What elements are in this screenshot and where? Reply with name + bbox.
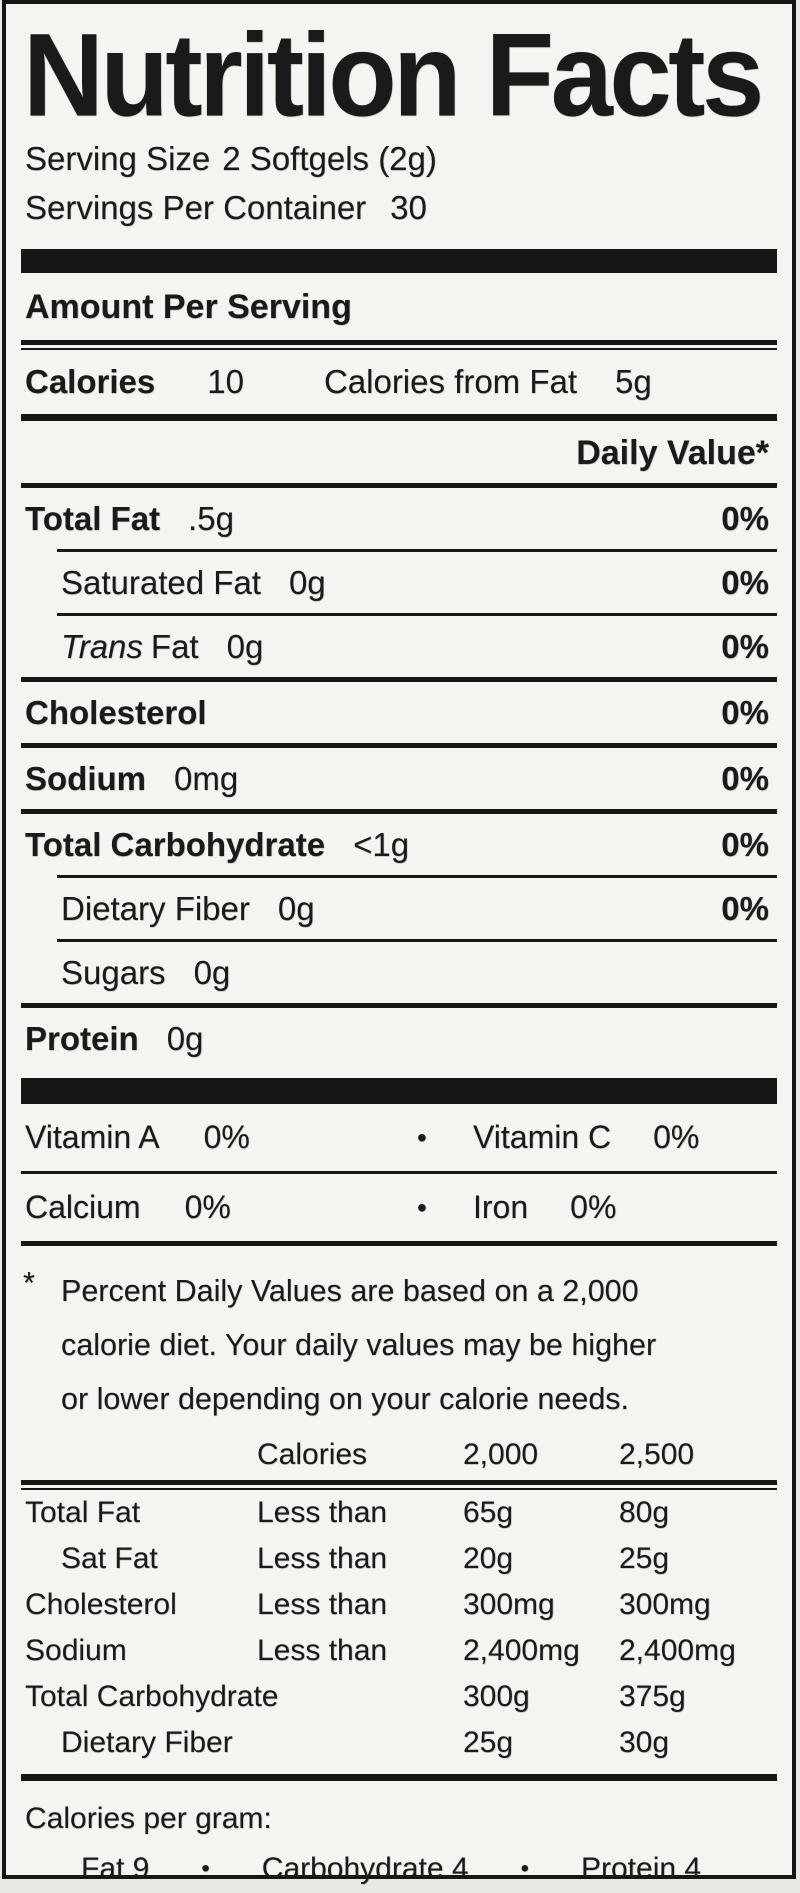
dv-row-name: Dietary Fiber <box>61 1726 233 1760</box>
nutrient-daily-value: 0% <box>721 759 769 797</box>
nutrient-amount: 0g <box>277 889 315 927</box>
vitamin-left-value: 0% <box>203 1119 250 1156</box>
dv-row-2000: 25g <box>463 1726 514 1760</box>
nutrient-amount: 0g <box>288 563 326 601</box>
footnote-line: calorie diet. Your daily values may be higher <box>61 1328 657 1363</box>
dv-row-2000: 2,400mg <box>463 1634 580 1668</box>
dv-row-2000: 300mg <box>463 1588 555 1622</box>
dv-row-2500: 300mg <box>619 1588 711 1622</box>
nutrient-amount: 0g <box>226 627 264 665</box>
vitamin-row-a-c <box>21 1104 777 1171</box>
dv-row-2500: 30g <box>619 1726 670 1760</box>
nutrient-name: Protein <box>25 1019 139 1057</box>
vitamin-right-value: 0% <box>570 1189 617 1226</box>
dv-table-header-spacer <box>25 1432 257 1478</box>
dv-table-header <box>21 1432 777 1480</box>
nutrient-name: Sugars <box>61 953 166 991</box>
nutrient-row-total-fat <box>21 488 777 549</box>
dv-row-2500: 375g <box>619 1680 686 1714</box>
bullet-separator: • <box>520 1855 529 1883</box>
footnote-text <box>61 1264 656 1426</box>
servings-per-container-label: Servings Per Container <box>25 189 367 227</box>
nutrient-name: Dietary Fiber <box>61 889 250 927</box>
nutrient-amount: 0mg <box>174 759 239 797</box>
dv-row-2000: 20g <box>463 1542 514 1576</box>
bullet-separator: • <box>417 1191 427 1223</box>
nutrient-amount: .5g <box>188 499 234 537</box>
vitamin-right-name: Iron <box>473 1189 529 1226</box>
cpg-carbohydrate: Carbohydrate 4 <box>261 1852 469 1886</box>
dv-row-2500: 80g <box>619 1496 670 1530</box>
dv-row-2000: 65g <box>463 1496 514 1530</box>
separator <box>21 414 777 421</box>
bullet-separator: • <box>201 1855 210 1883</box>
nutrient-daily-value: 0% <box>721 627 769 665</box>
nutrient-daily-value: 0% <box>721 499 769 537</box>
vitamin-left-name: Vitamin A <box>25 1119 160 1156</box>
dv-row-qualifier: Less than <box>257 1588 388 1622</box>
vitamin-right-group <box>473 1189 616 1226</box>
separator <box>21 1480 777 1490</box>
dv-row-2500: 2,400mg <box>619 1634 736 1668</box>
calories-from-fat-label: Calories from Fat <box>323 363 578 401</box>
nutrient-daily-value: 0% <box>721 889 769 927</box>
nutrient-daily-value: 0% <box>721 693 769 731</box>
cpg-fat: Fat 9 <box>81 1852 150 1886</box>
nutrient-row-sugars <box>21 942 777 1003</box>
calories-value: 10 <box>207 363 244 401</box>
nutrient-name: Cholesterol <box>25 693 207 731</box>
footnote-asterisk: * <box>23 1266 35 1301</box>
nutrient-row-cholesterol <box>21 682 777 743</box>
nutrient-name: Total Carbohydrate <box>25 825 326 863</box>
nutrient-name: Fat <box>150 627 199 665</box>
dv-row-name: Total Carbohydrate <box>25 1680 279 1714</box>
dv-table-header-calories: Calories <box>257 1438 368 1472</box>
dv-row-name: Total Fat <box>25 1496 141 1530</box>
dv-row-name: Sodium <box>25 1634 127 1668</box>
nutrient-row-sodium <box>21 748 777 809</box>
footnote-line: or lower depending on your calorie needs. <box>61 1382 630 1417</box>
nutrition-facts-label <box>2 0 796 1886</box>
nutrient-row-total-carbohydrate <box>21 814 777 875</box>
nutrient-name-italic: Trans <box>61 627 143 665</box>
nutrient-amount: 0g <box>166 1019 204 1057</box>
dv-table-header-2000: 2,000 <box>463 1438 539 1472</box>
bullet-separator: • <box>417 1121 427 1153</box>
thick-divider-bar <box>21 249 777 273</box>
calories-label: Calories <box>25 363 156 401</box>
calories-from-fat-value: 5g <box>615 363 652 401</box>
serving-size-label: Serving Size <box>25 140 211 178</box>
daily-value-footnote <box>21 1246 777 1432</box>
amount-per-serving-heading: Amount Per Serving <box>25 288 352 327</box>
nutrient-name: Saturated Fat <box>61 563 261 601</box>
dv-row-2000: 300g <box>463 1680 530 1714</box>
serving-size-value: 2 Softgels (2g) <box>222 140 437 178</box>
servings-per-container-row <box>21 183 777 232</box>
daily-value-heading: Daily Value* <box>576 434 769 473</box>
calories-per-gram-heading: Calories per gram: <box>25 1802 272 1836</box>
nutrient-row-saturated-fat <box>21 552 777 613</box>
calories-row <box>21 350 777 414</box>
nutrient-daily-value: 0% <box>721 563 769 601</box>
dv-table-header-2500: 2,500 <box>619 1438 695 1472</box>
dv-table-body <box>21 1490 777 1766</box>
cpg-protein: Protein 4 <box>580 1852 702 1886</box>
vitamin-row-calcium-iron <box>21 1174 777 1241</box>
label-title: Nutrition Facts <box>23 9 761 141</box>
vitamin-right-name: Vitamin C <box>473 1119 612 1156</box>
vitamin-right-group <box>473 1119 699 1156</box>
dv-row-name: Sat Fat <box>61 1542 158 1576</box>
serving-size-row <box>21 134 777 183</box>
dv-row-name: Cholesterol <box>25 1588 177 1622</box>
servings-per-container-value: 30 <box>390 189 427 227</box>
nutrient-daily-value: 0% <box>721 825 769 863</box>
nutrient-row-dietary-fiber <box>21 878 777 939</box>
vitamin-left-name: Calcium <box>25 1189 141 1226</box>
vitamin-left-value: 0% <box>184 1189 231 1226</box>
nutrient-row-protein <box>21 1008 777 1069</box>
thick-divider-bar <box>21 1078 777 1104</box>
dv-row-qualifier: Less than <box>257 1634 388 1668</box>
nutrient-row-trans-fat <box>21 616 777 677</box>
footnote-line: Percent Daily Values are based on a 2,000 <box>61 1274 639 1309</box>
dv-row-qualifier: Less than <box>257 1496 388 1530</box>
dv-row-qualifier: Less than <box>257 1542 388 1576</box>
nutrient-amount: <1g <box>353 825 410 863</box>
dv-row-2500: 25g <box>619 1542 670 1576</box>
separator <box>21 340 777 350</box>
nutrient-name: Sodium <box>25 759 146 797</box>
separator <box>21 1774 777 1781</box>
calories-per-gram-values <box>21 1845 777 1893</box>
nutrient-amount: 0g <box>193 953 231 991</box>
vitamin-right-value: 0% <box>653 1119 700 1156</box>
nutrient-name: Total Fat <box>25 499 161 537</box>
